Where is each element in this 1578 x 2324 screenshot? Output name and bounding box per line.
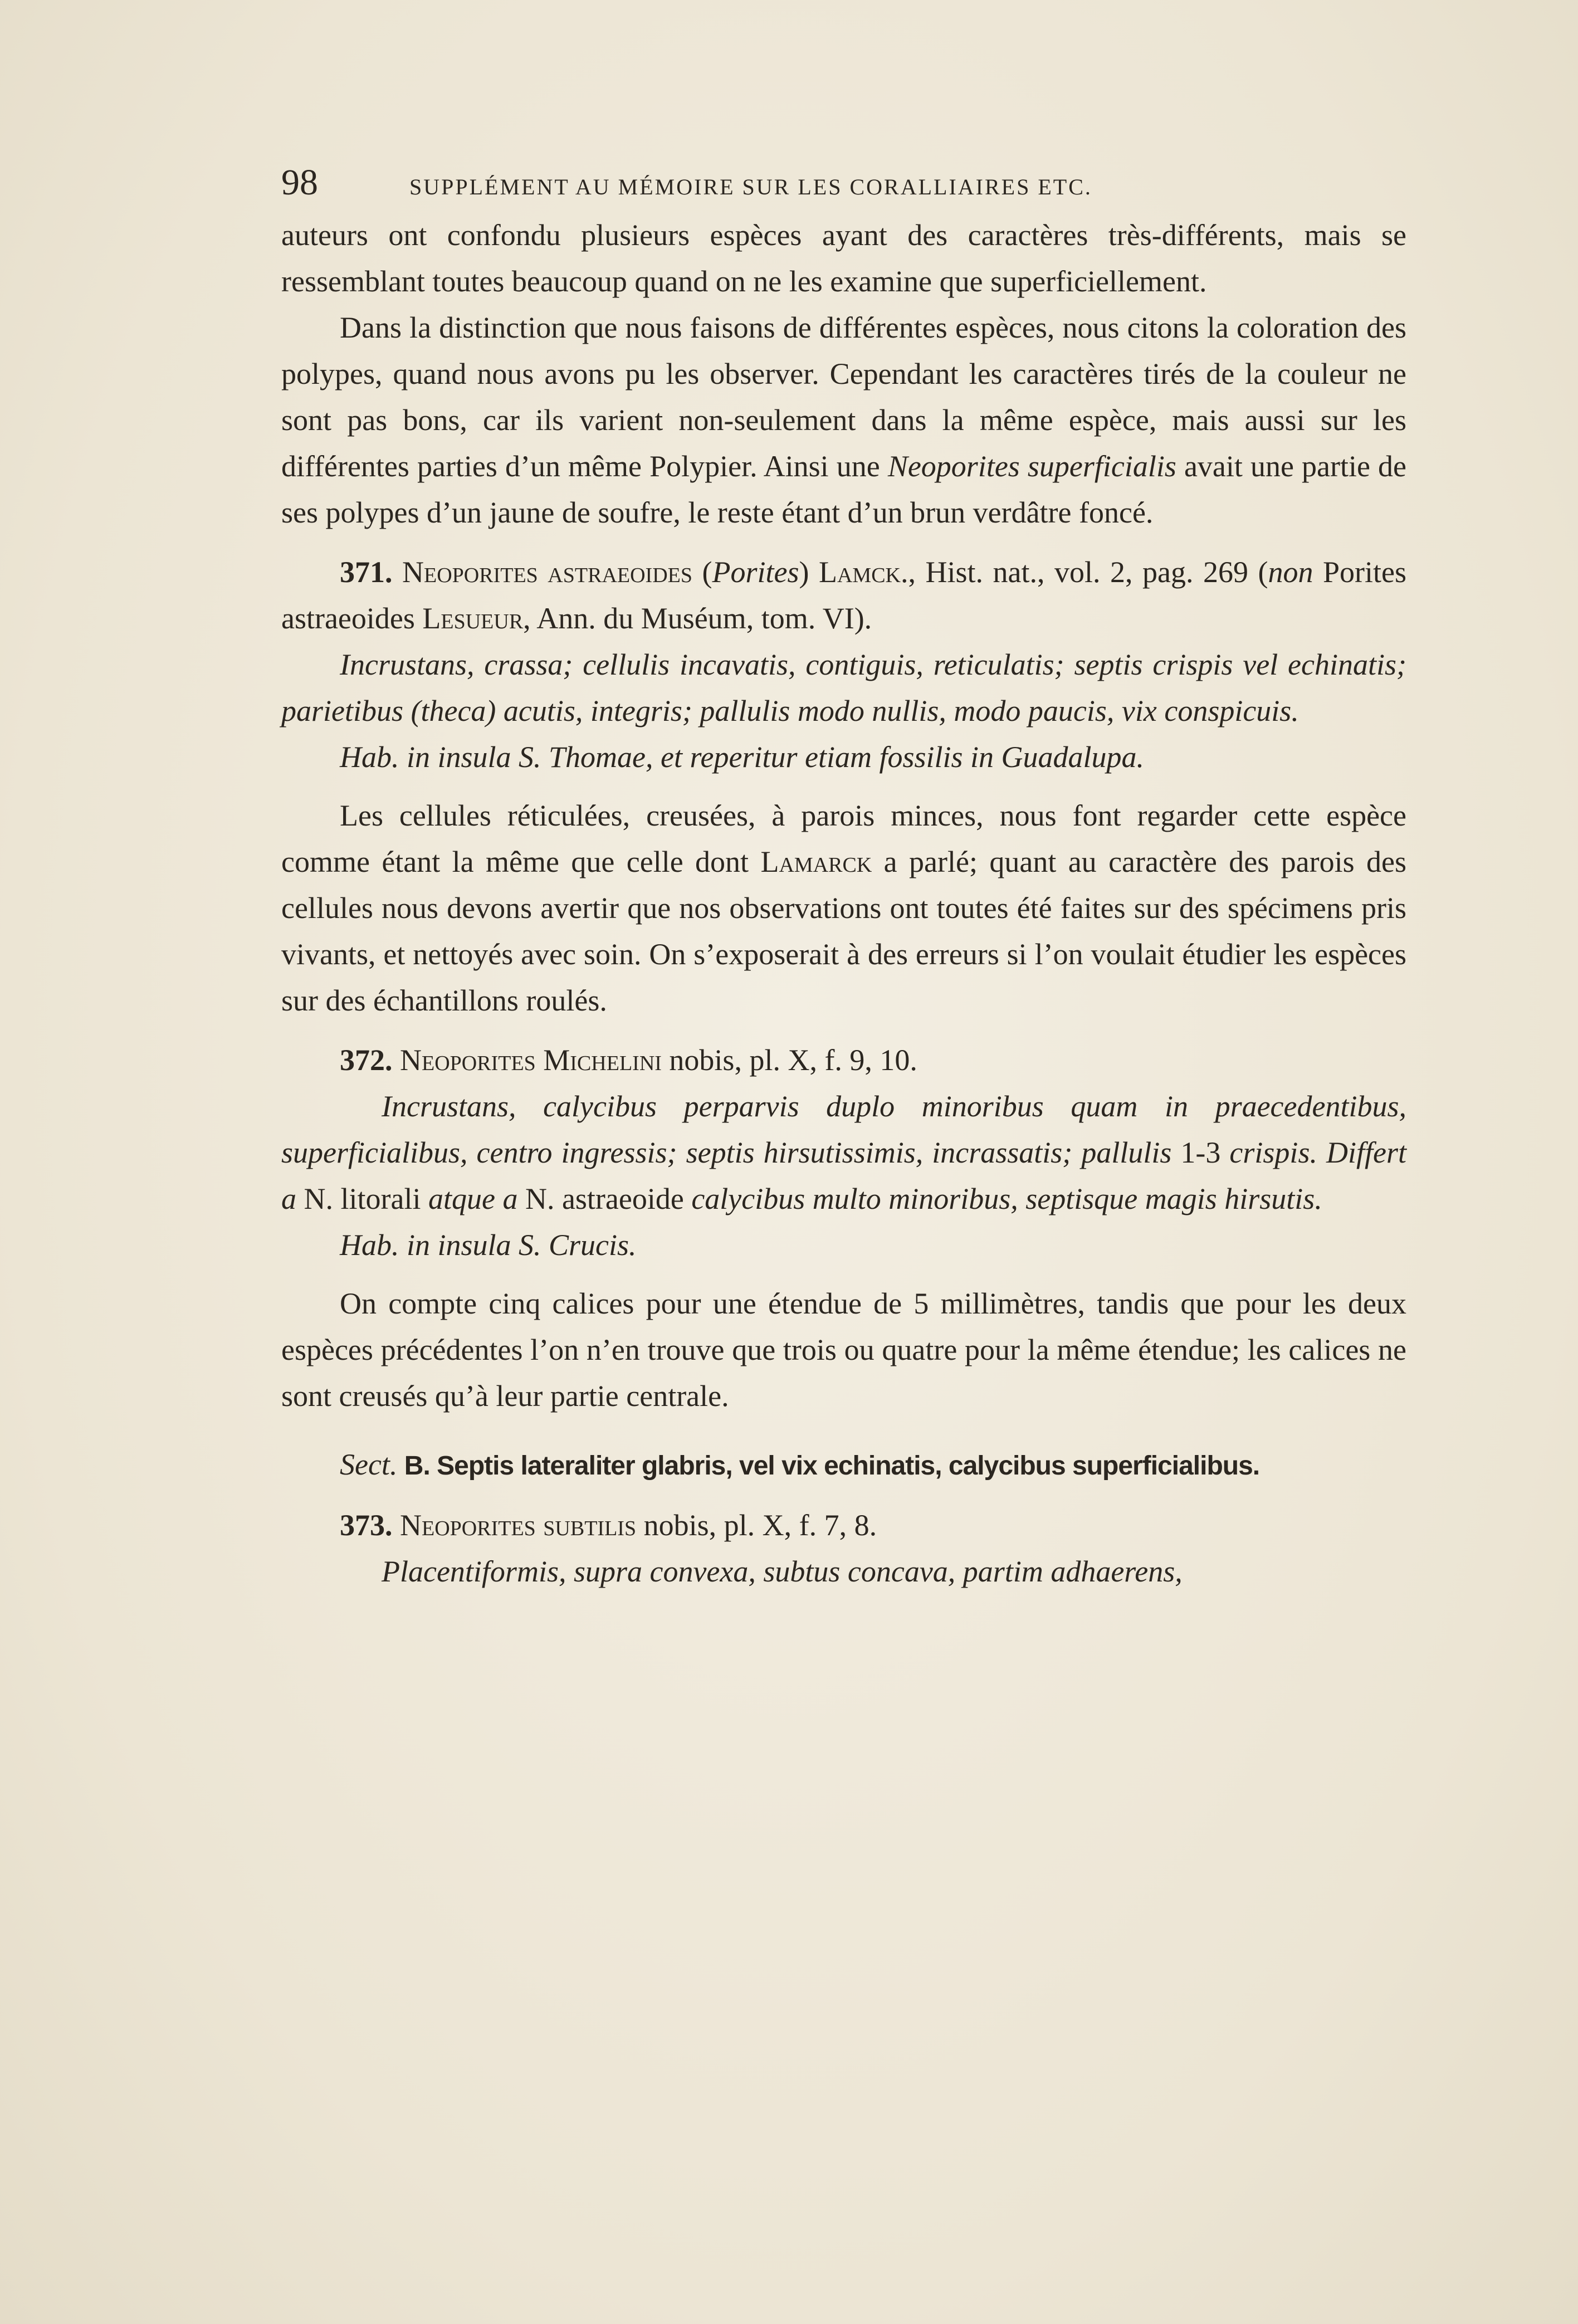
species-name: Neoporites superficialis	[887, 450, 1176, 483]
species-number: 373.	[340, 1508, 393, 1542]
species-372-diagnosis: Incrustans, calycibus perparvis duplo minoribus quam in praecedentibus, superficialibus, centro ingressis; septis hirsutissimis, incrassatis; pallulis 1-3 crispis. Differt a N. litorali atque a N. astraeoide calycibus multo minoribus, septisque magis hirsutis.	[281, 1090, 1406, 1215]
intro-paragraph-continued: auteurs ont confondu plusieurs espèces ayant des caractères très-différents, mais se ressemblant toutes beaucoup quand on ne les examine que superficiellement.	[281, 218, 1406, 298]
species-number: 372.	[340, 1043, 393, 1077]
text-block	[281, 159, 1406, 1595]
species-371-diagnosis: Incrustans, crassa; cellulis incavatis, contiguis, reticulatis; septis crispis vel echinatis; parietibus (theca) acutis, integris; pallulis modo nullis, modo paucis, vix conspicuis.	[281, 648, 1406, 728]
species-371-habitat: Hab. in insula S. Thomae, et reperitur etiam fossilis in Guadalupa.	[340, 740, 1144, 774]
species-372-remark: On compte cinq calices pour une étendue de 5 millimètres, tandis que pour les deux espèces précédentes l’on n’en trouve que trois ou quatre pour la même étendue; les calices ne sont creusés qu’à leur partie centrale.	[281, 1287, 1406, 1413]
species-name: Neoporites astraeoides	[402, 555, 692, 589]
author-name: Lesueur	[422, 602, 524, 635]
author-name: Lamck.	[818, 555, 908, 589]
species-371-heading: 371. Neoporites astraeoides (Porites) Lamck., Hist. nat., vol. 2, pag. 269 (non Porites astraeoides Lesueur, Ann. du Muséum, tom. VI).	[281, 555, 1407, 635]
species-372-heading: 372. Neoporites Michelini nobis, pl. X, f. 9, 10.	[340, 1043, 917, 1077]
species-number: 371.	[340, 555, 393, 589]
running-header	[281, 159, 1406, 212]
intro-paragraph-coloration: Dans la distinction que nous faisons de différentes espèces, nous citons la coloration des polypes, quand nous avons pu les observer. Cependant les caractères tirés de la couleur ne sont pas bons, car ils varient non-seulement dans la même espèce, mais aussi sur les différentes parties d’un même Polypier. Ainsi une Neoporites superficialis avait une partie de ses polypes d’un jaune de soufre, le reste étant d’un brun verdâtre foncé.	[281, 311, 1406, 529]
running-title: SUPPLÉMENT AU MÉMOIRE SUR LES CORALLIAIRES ETC.	[409, 174, 1092, 199]
species-name: Neoporites subtilis	[400, 1508, 637, 1542]
species-name: Neoporites Michelini	[400, 1043, 662, 1077]
section-b-heading: Sect. B. Septis lateraliter glabris, vel vix echinatis, calycibus superficialibus.	[340, 1448, 1260, 1481]
species-373-heading: 373. Neoporites subtilis nobis, pl. X, f. 7, 8.	[340, 1508, 877, 1542]
page-number: 98	[281, 162, 318, 203]
species-373-diagnosis: Placentiformis, supra convexa, subtus concava, partim adhaerens,	[382, 1555, 1183, 1588]
species-371-remark: Les cellules réticulées, creusées, à parois minces, nous font regarder cette espèce comme étant la même que celle dont Lamarck a parlé; quant au caractère des parois des cellules nous devons avertir que nos observations ont toutes été faites sur des spécimens pris vivants, et nettoyés avec soin. On s’exposerait à des erreurs si l’on voulait étudier les espèces sur des échantillons roulés.	[281, 799, 1406, 1017]
species-372-habitat: Hab. in insula S. Crucis.	[340, 1228, 637, 1262]
author-name: Lamarck	[760, 845, 872, 878]
